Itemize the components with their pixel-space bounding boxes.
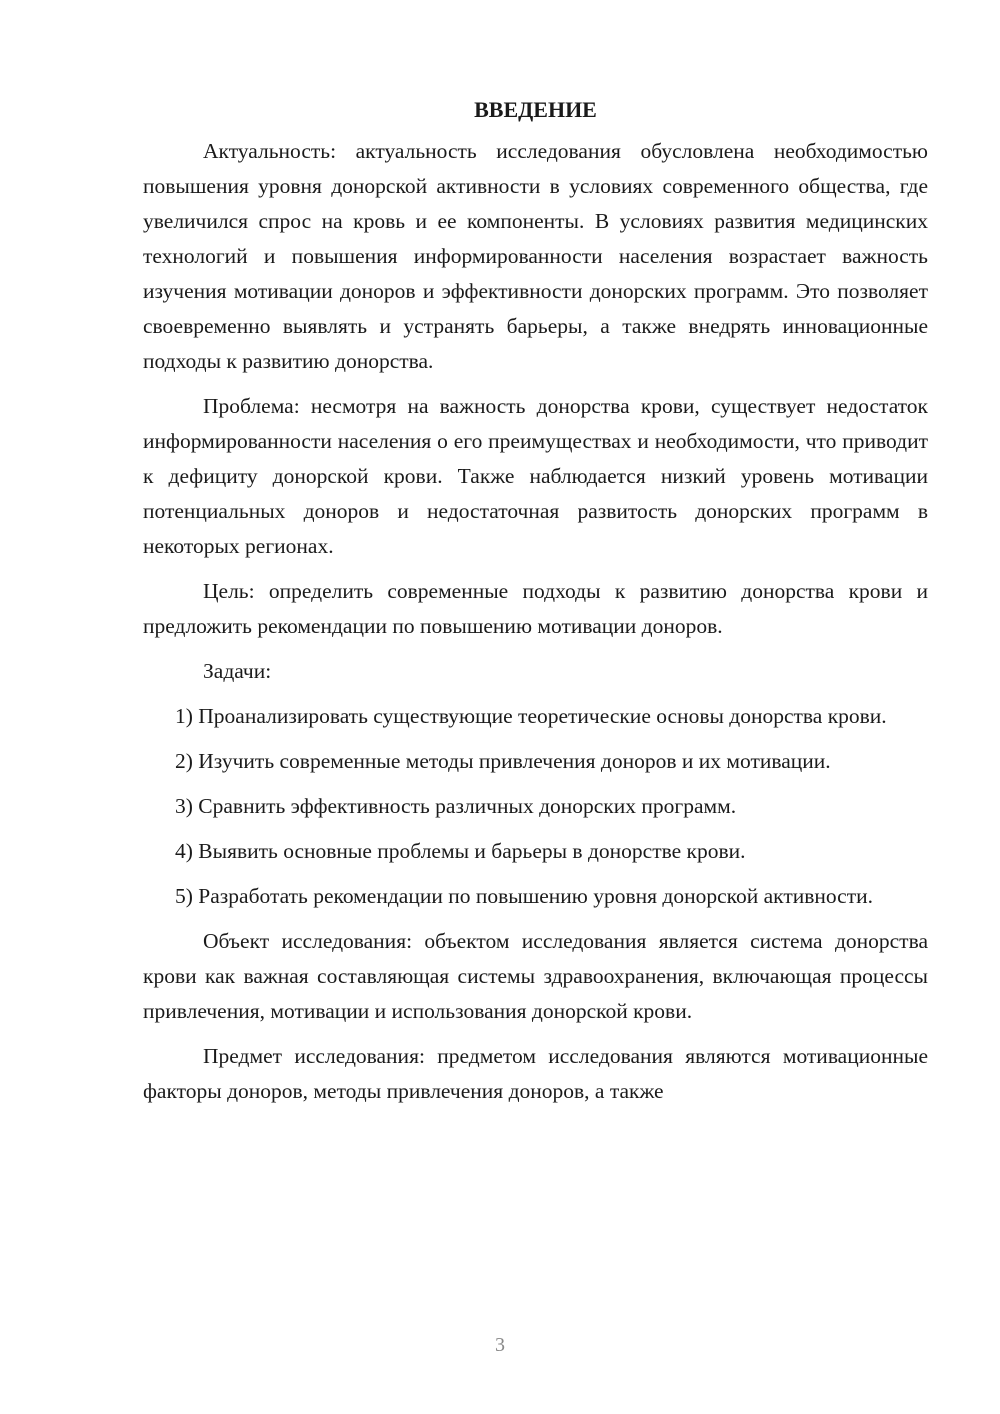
task-item-3: 3) Сравнить эффективность различных донорских программ. xyxy=(175,794,737,818)
task-item-1: 1) Проанализировать существующие теоретические основы донорства крови. xyxy=(175,704,887,728)
problem-paragraph: Проблема: несмотря на важность донорства крови, существует недостаток информированности населения о его преимуществах и необходимости, что приводит к дефициту донорской крови. Также наблюдается низкий уровень мотивации потенциальных доноров и недостаточная развитость донорских программ в некоторых регионах. xyxy=(143,394,928,558)
section-title: ВВЕДЕНИЕ xyxy=(474,97,597,122)
task-item-2: 2) Изучить современные методы привлечения доноров и их мотивации. xyxy=(175,749,831,773)
page-number: 3 xyxy=(495,1334,505,1356)
task-item-5: 5) Разработать рекомендации по повышению уровня донорской активности. xyxy=(175,884,874,908)
document-page xyxy=(143,90,928,1119)
object-paragraph: Объект исследования: объектом исследования является система донорства крови как важная составляющая системы здравоохранения, включающая процессы привлечения, мотивации и использования донорской крови. xyxy=(143,929,928,1023)
goal-paragraph: Цель: определить современные подходы к развитию донорства крови и предложить рекомендации по повышению мотивации доноров. xyxy=(143,579,928,638)
tasks-heading: Задачи: xyxy=(203,659,272,683)
relevance-paragraph: Актуальность: актуальность исследования обусловлена необходимостью повышения уровня донорской активности в условиях современного общества, где увеличился спрос на кровь и ее компоненты. В условиях развития медицинских технологий и повышения информированности населения возрастает важность изучения мотивации доноров и эффективности донорских программ. Это позволяет своевременно выявлять и устранять барьеры, а также внедрять инновационные подходы к развитию донорства. xyxy=(143,139,928,373)
subject-paragraph: Предмет исследования: предметом исследования являются мотивационные факторы доноров, методы привлечения доноров, а также xyxy=(143,1044,928,1103)
task-item-4: 4) Выявить основные проблемы и барьеры в донорстве крови. xyxy=(175,839,746,863)
